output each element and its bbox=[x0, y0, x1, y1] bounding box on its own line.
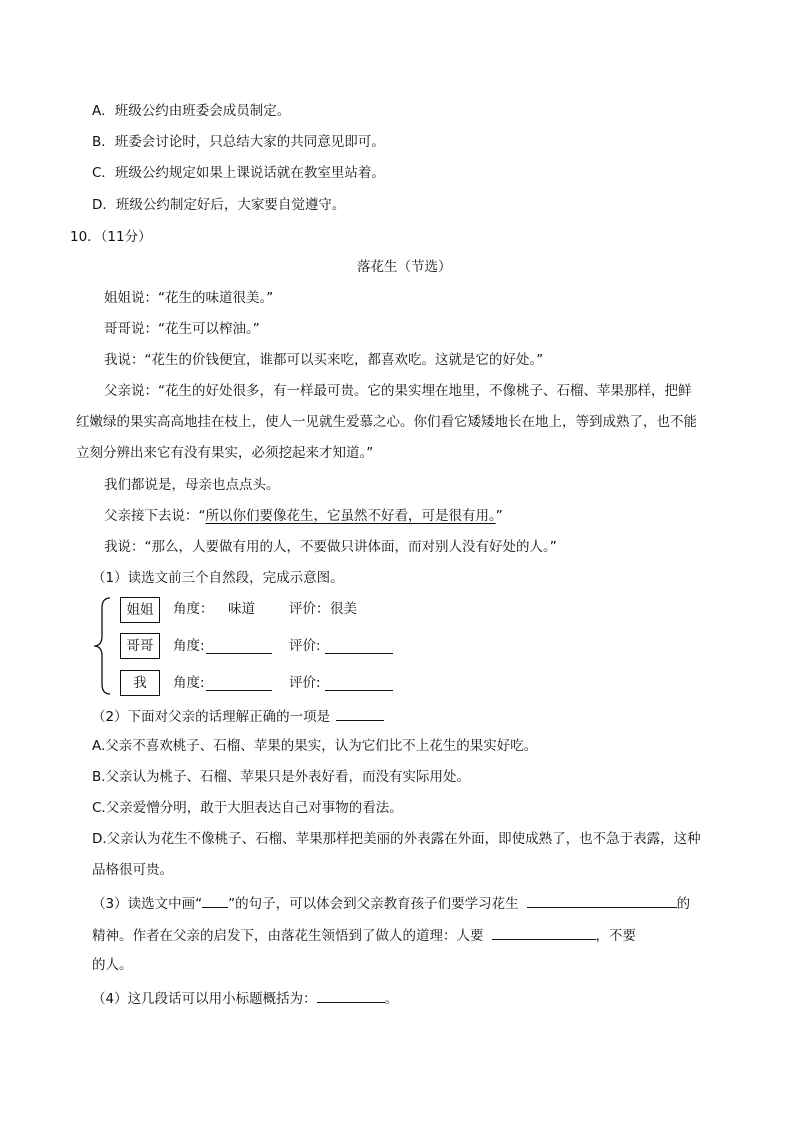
sub2-option-c: C.父亲爱憎分明，敢于大胆表达自己对事物的看法。 bbox=[92, 800, 403, 816]
diagram-box-sister: 姐姐 bbox=[120, 597, 160, 623]
passage-para-father-2: 红嫩绿的果实高高地挂在枝上，使人一见就生爱慕之心。你们看它矮矮地长在地上，等到成熟了，也不能 bbox=[76, 414, 697, 430]
passage-para-father-1: 父亲说：“花生的好处很多，有一样最可贵。它的果实埋在地里，不像桃子、石榴、苹果那样，把鲜 bbox=[104, 383, 692, 399]
sub4-title-blank[interactable] bbox=[317, 988, 385, 1003]
option-b: B．班委会讨论时，只总结大家的共同意见即可。 bbox=[92, 134, 385, 150]
sub2-prompt: （2）下面对父亲的话理解正确的一项是 bbox=[92, 709, 331, 725]
father-line-prefix: 父亲接下去说：“ bbox=[104, 508, 206, 524]
sub1-prompt: （1）读选文前三个自然段，完成示意图。 bbox=[92, 570, 344, 586]
option-c: C．班级公约规定如果上课说话就在教室里站着。 bbox=[92, 165, 385, 181]
sub2-prompt-line bbox=[92, 706, 384, 726]
sub4-line bbox=[92, 988, 398, 1008]
sub3-mark-blank bbox=[202, 893, 228, 908]
sub4-prompt: （4）这几段话可以用小标题概括为： bbox=[92, 991, 317, 1007]
passage-para-father-continue bbox=[104, 507, 503, 525]
row3-angle-label: 角度: bbox=[173, 675, 205, 691]
sub2-option-b: B.父亲认为桃子、石榴、苹果只是外表好看，而没有实际用处。 bbox=[92, 769, 471, 785]
option-a: A．班级公约由班委会成员制定。 bbox=[92, 103, 291, 119]
sub3-should-blank[interactable] bbox=[492, 925, 596, 940]
row3-angle-blank[interactable] bbox=[206, 676, 272, 691]
row1-angle-value: 味道 bbox=[228, 601, 255, 617]
diagram-box-me: 我 bbox=[120, 670, 160, 696]
passage-title: 落花生（节选） bbox=[357, 259, 452, 275]
underlined-sentence: 所以你们要像花生，它虽然不好看，可是很有用。 bbox=[205, 508, 496, 524]
passage-para-brother: 哥哥说：“花生可以榨油。” bbox=[104, 321, 260, 337]
sub3-line2-a: 精神。作者在父亲的启发下，由落花生领悟到了做人的道理：人要 bbox=[92, 928, 484, 944]
question-header: 10．（11分） bbox=[70, 229, 152, 245]
passage-para-sister: 姐姐说：“花生的味道很美。” bbox=[104, 290, 274, 306]
row1-angle-label: 角度： bbox=[173, 601, 214, 617]
sub2-option-d-cont: 品格很可贵。 bbox=[92, 862, 173, 878]
passage-para-me-2: 我说：“那么，人要做有用的人，不要做只讲体面，而对别人没有好处的人。” bbox=[104, 539, 557, 555]
row2-eval-label: 评价: bbox=[289, 638, 321, 654]
row2-angle-blank[interactable] bbox=[206, 639, 272, 654]
passage-para-father-3: 立刻分辨出来它有没有果实，必须挖起来才知道。” bbox=[76, 445, 374, 461]
sub3-part3: 的 bbox=[676, 896, 691, 912]
sub3-line1 bbox=[92, 893, 690, 913]
row3-eval-blank[interactable] bbox=[325, 676, 393, 691]
sub2-answer-blank[interactable] bbox=[336, 706, 384, 721]
row1-eval-label: 评价： bbox=[289, 601, 330, 617]
passage-para-me: 我说：“花生的价钱便宜，谁都可以买来吃，都喜欢吃。这就是它的好处。” bbox=[104, 352, 544, 368]
sub4-end: 。 bbox=[384, 991, 399, 1007]
row2-angle-label: 角度: bbox=[173, 638, 205, 654]
sub3-line2-b: ，不要 bbox=[595, 928, 636, 944]
sub2-option-a: A.父亲不喜欢桃子、石榴、苹果的果实，认为它们比不上花生的果实好吃。 bbox=[92, 738, 538, 754]
sub3-spirit-blank[interactable] bbox=[527, 893, 677, 908]
row1-eval-value: 很美 bbox=[330, 601, 357, 617]
diagram-box-brother: 哥哥 bbox=[120, 633, 160, 659]
passage-para-agree: 我们都说是，母亲也点点头。 bbox=[104, 477, 280, 493]
row3-eval-label: 评价: bbox=[289, 675, 321, 691]
sub3-part1: （3）读选文中画“ bbox=[92, 896, 203, 912]
sub2-option-d: D.父亲认为花生不像桃子、石榴、苹果那样把美丽的外表露在外面，即使成熟了，也不急于表露，这种 bbox=[92, 831, 701, 847]
father-line-suffix: ” bbox=[495, 508, 503, 524]
sub3-line2 bbox=[92, 925, 636, 945]
row2-eval-blank[interactable] bbox=[325, 639, 393, 654]
option-d: D．班级公约制定好后，大家要自觉遵守。 bbox=[92, 197, 346, 213]
sub3-part2: ”的句子，可以体会到父亲教育孩子们要学习花生 bbox=[228, 896, 519, 912]
brace-icon bbox=[92, 596, 112, 696]
sub3-line3: 的人。 bbox=[92, 957, 133, 973]
